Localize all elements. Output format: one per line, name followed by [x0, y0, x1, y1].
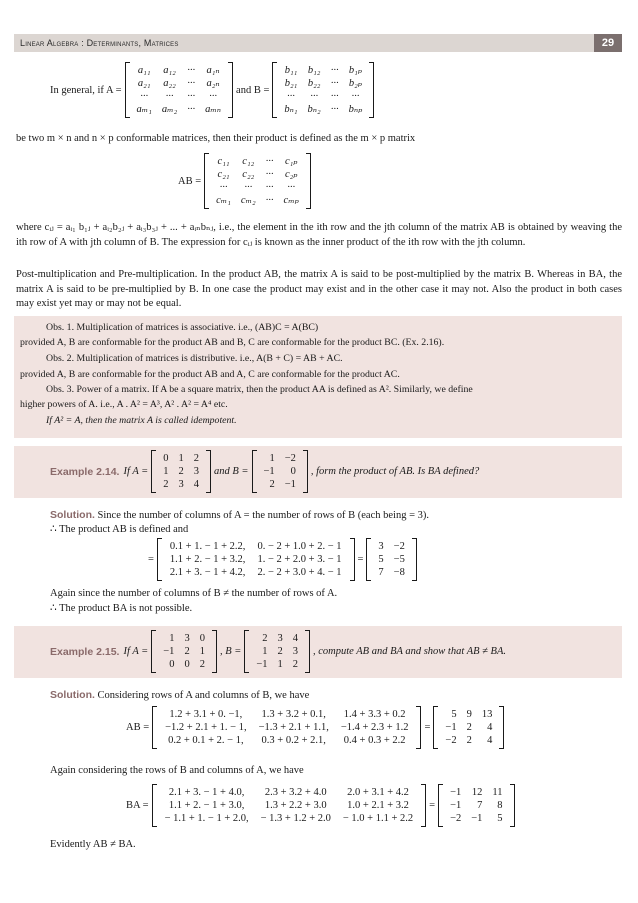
matrix-cell: ···: [330, 65, 339, 76]
matrix-cell: 9: [466, 709, 472, 720]
matrix-cell: b₁₁: [284, 65, 298, 76]
matrix-cell: a₂₁: [137, 78, 151, 89]
matrix-cell: −1: [450, 800, 462, 811]
matrix-cell: ···: [219, 182, 228, 193]
matrix-cell: −1: [450, 787, 462, 798]
ab-general-row: [178, 153, 314, 209]
matrix-cell: ···: [244, 182, 253, 193]
ex214-matrix-b: [252, 450, 308, 493]
matrix-cell: aₘ₂: [161, 104, 178, 115]
matrix-cell: cₘ₂: [240, 195, 256, 206]
matrix-cell: b₁ₚ: [348, 65, 362, 76]
ex215-matrix-a: [151, 630, 217, 673]
matrix-cell: 4: [487, 722, 493, 733]
ex215-solution-text: Considering rows of A and columns of B, we have: [97, 690, 310, 701]
matrix-cell: 1.1 + 2. − 1 + 3.0,: [168, 800, 245, 811]
matrix-cell: 1: [277, 659, 283, 670]
matrix-cell: 0: [169, 659, 175, 670]
matrix-cell: 1.4 + 3.3 + 0.2: [343, 709, 406, 720]
obs-2-cont: provided A, B are conformable for the product AB and A, C are conformable for the product AC.: [20, 369, 400, 380]
matrix-cell: aₘₙ: [205, 104, 222, 115]
matrix-cell: −1.4 + 2.3 + 1.2: [340, 722, 409, 733]
matrix-cell: 1: [178, 453, 184, 464]
matrix-cell: −1: [445, 722, 457, 733]
matrix-cell: 1: [169, 633, 175, 644]
matrix-cell: −2: [445, 735, 457, 746]
matrix-cell: 2: [277, 646, 283, 657]
matrix-cell: −1: [163, 646, 175, 657]
general-and-b: and B =: [236, 84, 270, 96]
matrix-cell: −8: [393, 567, 405, 578]
where-paragraph: where cᵢⱼ = aᵢ₁ b₁ⱼ + aᵢ₂b₂ⱼ + aᵢ₃b₃ⱼ + ... + aᵢₙbₙⱼ, i.e., the element in the ith row and the jth column of the matrix AB is obtained by weaving the ith row of A with jth column of B. The expression for cᵢⱼ is known as the inner product of the ith row with the jth column.: [16, 222, 622, 248]
matrix-cell: 2: [178, 466, 184, 477]
matrix-cell: 2: [292, 659, 298, 670]
ex214-and-b: and B =: [214, 466, 249, 477]
matrix-cell: ···: [287, 182, 296, 193]
matrix-cell: 13: [481, 709, 493, 720]
ex214-calc-row: = 0.1 + 1. − 1 + 2.2, 0. − 2 + 1.0 + 2. − 1 1.1 + 2. − 1 + 3.2, 1. − 2 + 2.0 + 3. − 1 2.1 + 3. − 1 + 4.2, 2. − 2 + 3.0 + 4. − 1 = 3 −2 5 −5 7 −8: [148, 538, 420, 581]
matrix-cell: ···: [310, 91, 319, 102]
ex214-if-a: If A =: [123, 466, 149, 477]
matrix-cell: ···: [209, 91, 217, 102]
example-2-15-statement: [50, 630, 506, 673]
matrix-cell: −2: [450, 813, 462, 824]
ex215-ba-result: [438, 784, 514, 827]
matrix-cell: 11: [492, 787, 503, 798]
matrix-cell: 1: [269, 453, 275, 464]
ex214-calc-matrix: [157, 538, 355, 581]
matrix-cell: b₂₂: [307, 78, 321, 89]
matrix-cell: 3: [277, 633, 283, 644]
matrix-cell: 0.3 + 0.2 + 2.1,: [261, 735, 326, 746]
matrix-cell: 0: [163, 453, 169, 464]
matrix-cell: ···: [265, 156, 274, 167]
matrix-cell: 2: [163, 479, 169, 490]
matrix-cell: ···: [140, 91, 149, 102]
matrix-cell: 5: [451, 709, 457, 720]
matrix-cell: ···: [187, 104, 196, 115]
obs-2: Obs. 2. Multiplication of matrices is distributive. i.e., A(B + C) = AB + AC.: [46, 353, 343, 364]
ex214-ba-not-possible: ∴ The product BA is not possible.: [50, 603, 193, 614]
matrix-cell: a₁₁: [137, 65, 151, 76]
matrix-cell: 1.0 + 2.1 + 3.2: [347, 800, 409, 811]
running-header-title: Linear Algebra : Determinants, Matrices: [20, 38, 179, 48]
matrix-cell: a₂ₙ: [206, 78, 220, 89]
ex214-tail: , form the product of AB. Is BA defined?: [310, 466, 480, 477]
running-header: [14, 34, 622, 52]
matrix-cell: 3: [193, 466, 200, 477]
ex215-tail: , compute AB and BA and show that AB ≠ BA.: [312, 646, 506, 657]
matrix-cell: 1.1 + 2. − 1 + 3.2,: [169, 554, 246, 565]
obs-idempotent: If A² = A, then the matrix A is called idempotent.: [46, 415, 237, 426]
matrix-cell: 1.3 + 3.2 + 0.1,: [261, 709, 326, 720]
ex214-result-matrix: [366, 538, 416, 581]
matrix-cell: b₂₁: [284, 78, 298, 89]
matrix-cell: −5: [393, 554, 405, 565]
matrix-cell: c₂₁: [217, 169, 230, 180]
conformable-text: be two m × n and n × p conformable matrices, then their product is defined as the m × p matrix: [16, 133, 416, 144]
obs-1-cont: provided A, B are conformable for the product AB and B, C are conformable for the product BC. (Ex. 2.16).: [20, 337, 445, 348]
matrix-cell: 4: [487, 735, 493, 746]
matrix-cell: 2: [466, 722, 472, 733]
matrix-cell: cₘₚ: [283, 195, 299, 206]
matrix-cell: a₂₂: [163, 78, 176, 89]
matrix-cell: 5: [497, 813, 503, 824]
matrix-cell: a₁₂: [163, 65, 176, 76]
matrix-cell: 0.2 + 0.1 + 2. − 1,: [168, 735, 244, 746]
matrix-cell: 2: [193, 453, 200, 464]
matrix-cell: 2: [466, 735, 472, 746]
matrix-cell: b₂ₚ: [348, 78, 362, 89]
general-matrices-row: [50, 62, 377, 118]
matrix-cell: −1: [256, 659, 268, 670]
general-lead: In general, if A =: [50, 84, 122, 96]
matrix-cell: ···: [165, 91, 174, 102]
matrix-cell: −2: [284, 453, 296, 464]
ex215-evidently: Evidently AB ≠ BA.: [50, 839, 136, 850]
ex215-if-a: If A =: [123, 646, 149, 657]
matrix-cell: 5: [378, 554, 384, 565]
matrix-cell: 2: [262, 633, 268, 644]
matrix-cell: 3: [292, 646, 298, 657]
matrix-cell: c₂ₚ: [284, 169, 298, 180]
ex214-solution-label: Solution.: [50, 509, 95, 521]
matrix-cell: aₘ₁: [136, 104, 152, 115]
matrix-cell: 2: [184, 646, 190, 657]
ex215-ab-label: AB =: [126, 722, 150, 733]
matrix-cell: 0: [199, 633, 205, 644]
matrix-cell: ···: [287, 91, 295, 102]
ex215-matrix-b: [244, 630, 310, 673]
matrix-cell: ···: [265, 182, 274, 193]
matrix-b-general: [272, 62, 374, 118]
matrix-cell: −1: [284, 479, 296, 490]
ex215-again: Again considering the rows of B and columns of A, we have: [50, 765, 304, 776]
matrix-cell: c₁₂: [242, 156, 255, 167]
ex215-ba-row: BA = 2.1 + 3. − 1 + 4.0, 2.3 + 3.2 + 4.0 2.0 + 3.1 + 4.2 1.1 + 2. − 1 + 3.0, 1.3 + 2.2 + 3.0 1.0 + 2.1 + 3.2 − 1.1 + 1. − 1 + 2.0, − 1.3 + 1.2 + 2.0 − 1.0 + 1.1 + 2.2 = −1 12 11 −1 7 8 −2 −1 5: [126, 784, 518, 827]
matrix-cell: 3: [378, 541, 384, 552]
ex214-again: Again since the number of columns of B ≠ the number of rows of A.: [50, 588, 338, 599]
matrix-cell: ···: [187, 65, 196, 76]
matrix-cell: 7: [378, 567, 384, 578]
matrix-cell: c₁₁: [217, 156, 230, 167]
matrix-a-general: [125, 62, 234, 118]
matrix-cell: 2.3 + 3.2 + 4.0: [264, 787, 327, 798]
matrix-cell: 1.3 + 2.2 + 3.0: [264, 800, 327, 811]
ex215-b-eq: , B =: [219, 646, 242, 657]
matrix-cell: c₂₂: [242, 169, 255, 180]
ex215-solution-line: [50, 688, 309, 703]
matrix-cell: ···: [330, 78, 339, 89]
matrix-cell: 2.0 + 3.1 + 4.2: [347, 787, 409, 798]
ex215-ba-label: BA =: [126, 800, 149, 811]
matrix-cell: 0: [184, 659, 190, 670]
example-2-14-label: Example 2.14.: [50, 465, 120, 478]
matrix-ab-general: [204, 153, 311, 209]
obs-1: Obs. 1. Multiplication of matrices is associative. i.e., (AB)C = A(BC): [46, 322, 319, 333]
ex215-ab-result: [433, 706, 504, 749]
matrix-cell: ···: [265, 169, 274, 180]
matrix-cell: bₙₚ: [348, 104, 363, 115]
matrix-cell: 2.1 + 3. − 1 + 4.0,: [168, 787, 245, 798]
page-number: 29: [594, 34, 622, 52]
matrix-cell: 1.2 + 3.1 + 0. −1,: [169, 709, 243, 720]
matrix-cell: c₁ₚ: [284, 156, 298, 167]
matrix-cell: ···: [265, 195, 274, 206]
matrix-cell: 1: [262, 646, 268, 657]
matrix-cell: 1: [163, 466, 169, 477]
ex214-matrix-a: [151, 450, 211, 493]
matrix-cell: 2: [269, 479, 275, 490]
matrix-cell: ···: [187, 78, 196, 89]
matrix-cell: 7: [477, 800, 483, 811]
matrix-cell: 3: [178, 479, 184, 490]
matrix-cell: 1: [199, 646, 205, 657]
matrix-cell: −2: [393, 541, 405, 552]
matrix-cell: −1: [263, 466, 275, 477]
matrix-cell: − 1.1 + 1. − 1 + 2.0,: [164, 813, 249, 824]
matrix-cell: bₙ₁: [284, 104, 298, 115]
matrix-cell: 8: [497, 800, 503, 811]
obs-3: Obs. 3. Power of a matrix. If A be a square matrix, then the product AA is defined as A². Similarly, we define: [46, 384, 473, 395]
matrix-cell: ···: [330, 91, 339, 102]
ex214-solution-text: Since the number of columns of A = the number of rows of B (each being = 3).: [97, 510, 429, 521]
matrix-cell: b₁₂: [307, 65, 321, 76]
matrix-cell: −1.3 + 2.1 + 1.1,: [258, 722, 329, 733]
matrix-cell: ···: [351, 91, 360, 102]
matrix-cell: ···: [187, 91, 196, 102]
matrix-cell: 2.1 + 3. − 1 + 4.2,: [169, 567, 246, 578]
ex215-ab-calc: [152, 706, 421, 749]
matrix-cell: − 1.0 + 1.1 + 2.2: [342, 813, 414, 824]
matrix-cell: 2: [199, 659, 205, 670]
example-2-14-statement: [50, 450, 479, 493]
matrix-cell: 0. − 2 + 1.0 + 2. − 1: [257, 541, 342, 552]
matrix-cell: ···: [330, 104, 339, 115]
matrix-cell: 2. − 2 + 3.0 + 4. − 1: [257, 567, 342, 578]
matrix-cell: bₙ₂: [307, 104, 321, 115]
matrix-cell: 1. − 2 + 2.0 + 3. − 1: [257, 554, 342, 565]
matrix-cell: − 1.3 + 1.2 + 2.0: [260, 813, 331, 824]
ex214-solution-line: [50, 508, 429, 523]
ex214-ab-defined: ∴ The product AB is defined and: [50, 524, 189, 535]
ab-general-label: AB =: [178, 175, 202, 187]
post-pre-paragraph: Post-multiplication and Pre-multiplication. In the product AB, the matrix A is said to be post-multiplied by the matrix B. Whereas in BA, the matrix A is said to be pre-multiplied by B. In one case the product may exist and in the other case it may not. Also the product in both cases may exist yet may or may not be equal.: [16, 269, 622, 310]
matrix-cell: −1.2 + 2.1 + 1. − 1,: [165, 722, 247, 733]
matrix-cell: 0.4 + 0.3 + 2.2: [343, 735, 406, 746]
matrix-cell: 12: [471, 787, 483, 798]
example-2-15-label: Example 2.15.: [50, 645, 120, 658]
ex215-ab-row: AB = 1.2 + 3.1 + 0. −1, 1.3 + 3.2 + 0.1, 1.4 + 3.3 + 0.2 −1.2 + 2.1 + 1. − 1, −1.3 + 2.1 + 1.1, −1.4 + 2.3 + 1.2 0.2 + 0.1 + 2. − 1, 0.3 + 0.2 + 2.1, 0.4 + 0.3 + 2.2 = 5 9 13 −1 2 4 −2 2 4: [126, 706, 507, 749]
obs-3-cont: higher powers of A. i.e., A . A² = A³, A² . A² = A⁴ etc.: [20, 399, 228, 410]
matrix-cell: 4: [193, 479, 200, 490]
matrix-cell: 0.1 + 1. − 1 + 2.2,: [169, 541, 246, 552]
ex215-ba-calc: [152, 784, 427, 827]
matrix-cell: 0: [290, 466, 296, 477]
matrix-cell: 4: [292, 633, 298, 644]
matrix-cell: 3: [184, 633, 190, 644]
matrix-cell: −1: [471, 813, 483, 824]
matrix-cell: cₘ₁: [216, 195, 231, 206]
matrix-cell: a₁ₙ: [206, 65, 220, 76]
ex215-solution-label: Solution.: [50, 689, 95, 701]
